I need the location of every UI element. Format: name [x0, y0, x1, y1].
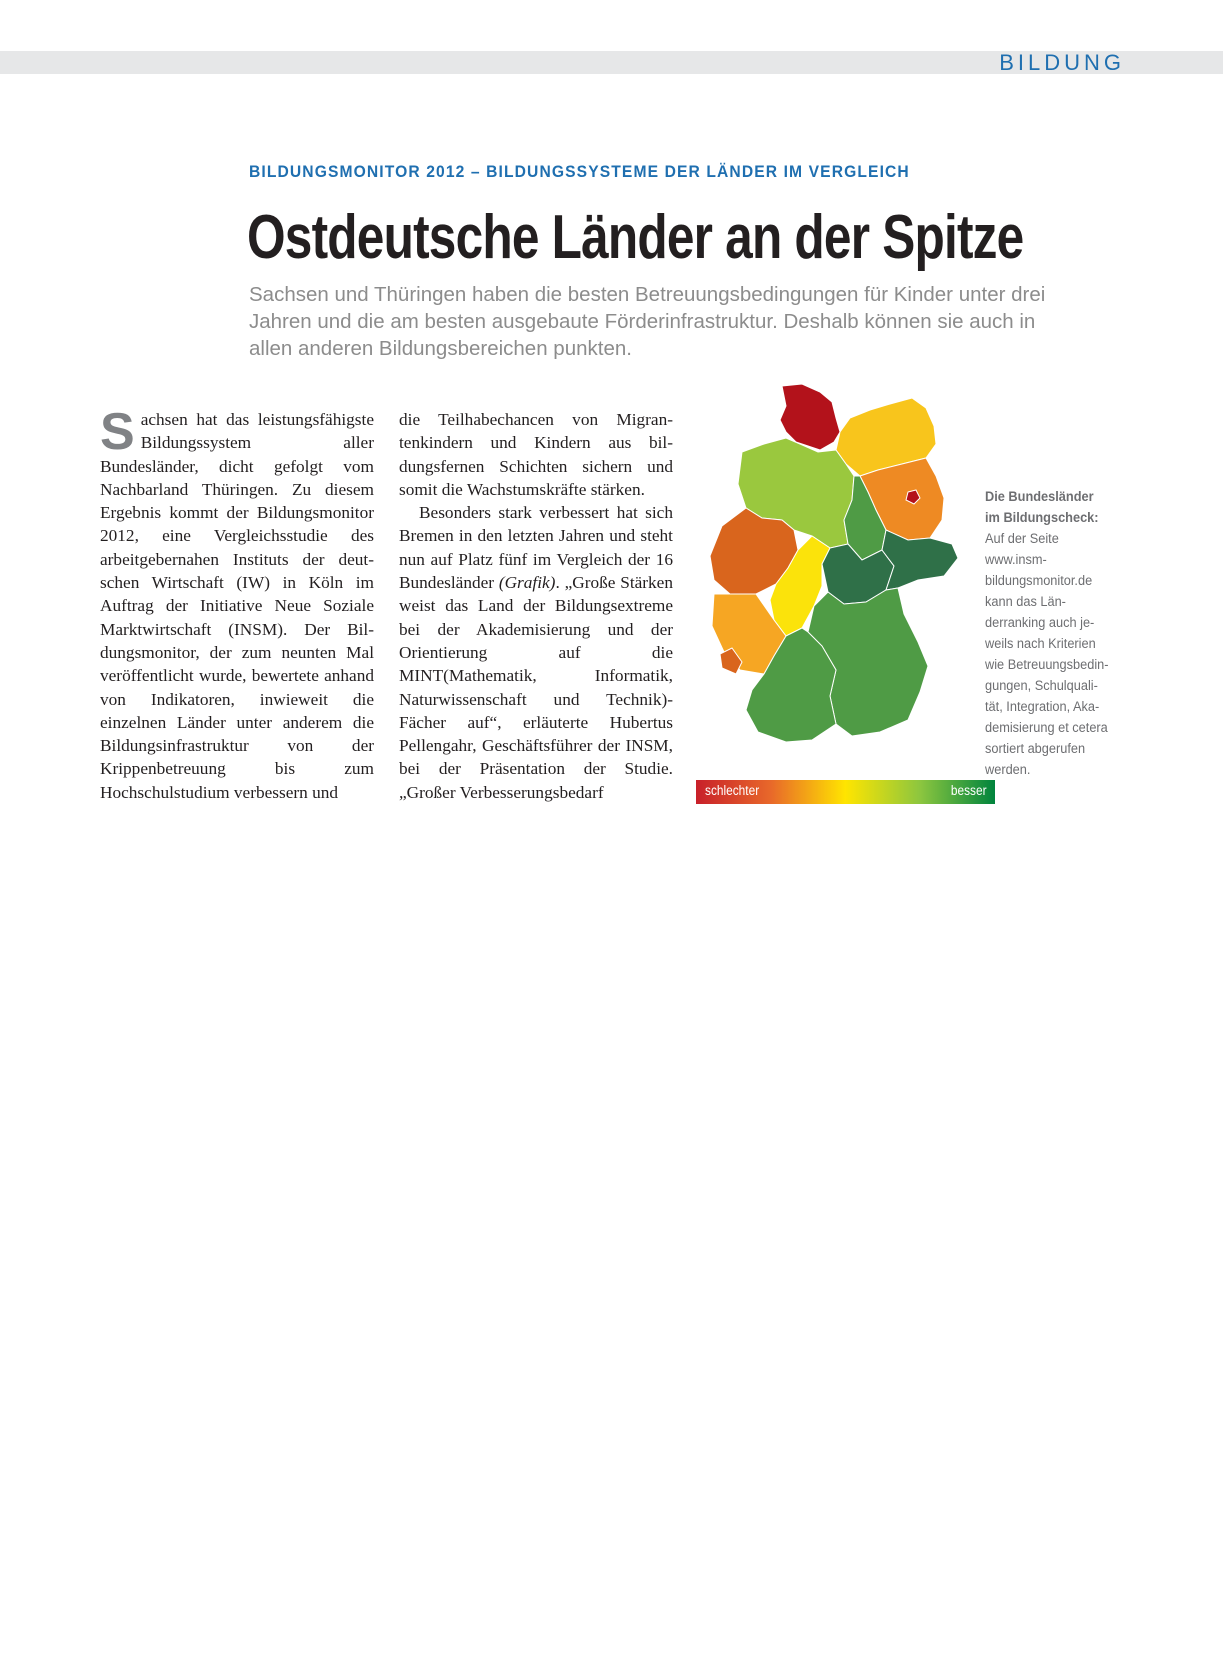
article-column-1 — [100, 403, 374, 804]
column-1-text: achsen hat das leistungsfähigste Bildungssystem aller Bundesländer, dicht gefolgt vom Nachbarland Thüringen. Zu diesem Ergebnis kommt der Bildungsmonitor 2012, eine Vergleichsstudie des arbeitgebernahen Instituts der deutschen Wirtschaft (IW) in Köln im Auftrag der Initiative Neue Soziale Marktwirtschaft (INSM). Der Bildungsmonitor, der zum neunten Mal veröffentlicht wurde, bewertete anhand von Indikatoren, inwieweit die einzelnen Länder unter anderem die Bildungsinfrastruktur von der Krippenbetreuung bis zum Hochschulstudium verbessern und — [100, 410, 374, 802]
grafik-reference: (Grafik) — [498, 573, 556, 593]
drop-cap: S — [100, 403, 135, 461]
paragraph-2-text-a: Besonders stark verbessert hat sich Bremen in den letzten Jahren und steht nun auf Platz fünf im Vergleich der 16 Bundesländer — [399, 503, 673, 593]
map-legend — [696, 780, 995, 804]
caption-body: Auf der Seite www.insm-bildungsmonitor.de kann das Länderranking auch jeweils nach Kriterien wie Betreuungsbedingungen, Schulqualität, Integration, Akademisierung et cetera sortiert abgerufen werden. — [985, 531, 1109, 778]
caption-heading: Die Bundesländer im Bildungscheck: — [985, 489, 1099, 526]
paragraph-2-text-b: . „Große Stärken weist das Land der Bildungsextreme bei der Akademisierung und der Orientierung auf die MINT(Mathematik, Informatik, Naturwissenschaft und Technik)-Fächer auf“, erläuterte Hubertus Pellengahr, Geschäftsführer der INSM, bei der Präsentation der Studie. „Großer Verbesserungsbedarf — [399, 573, 673, 802]
legend-high-label: besser — [951, 783, 987, 798]
article-subtitle: Sachsen und Thüringen haben die besten Betreuungsbedingungen für Kinder unter drei Jahren und die am besten ausgebaute Förderinfrastruktur. Deshalb können sie auch in allen anderen Bildungsbereichen punkten. — [249, 283, 1046, 360]
article-column-2 — [399, 408, 673, 804]
article-kicker: BILDUNGSMONITOR 2012 – BILDUNGSSYSTEME DER LÄNDER IM VERGLEICH — [249, 162, 910, 181]
figure-caption — [985, 487, 1111, 781]
state-sachsen — [882, 530, 958, 590]
column-2-paragraph-1: die Teilhabechancen von Migrantenkindern und Kindern aus bildungsfernen Schichten sichern und somit die Wachstumskräfte stärken. — [399, 410, 673, 499]
article-headline: Ostdeutsche Länder an der Spitze — [247, 203, 1024, 272]
section-label: BILDUNG — [999, 50, 1125, 75]
legend-low-label: schlechter — [705, 783, 760, 798]
column-2-paragraph-2 — [399, 501, 673, 804]
germany-map — [690, 380, 990, 780]
